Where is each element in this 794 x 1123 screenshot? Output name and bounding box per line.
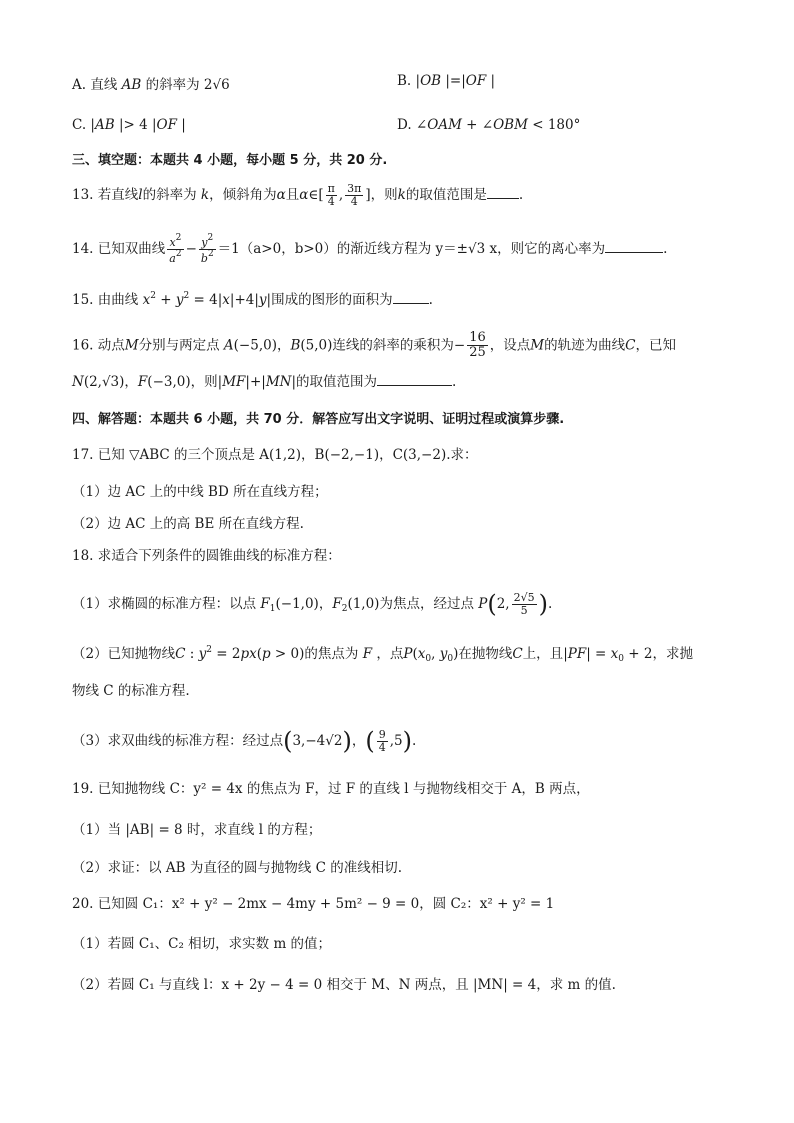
- question-14: 14. 已知双曲线 $\frac{x^2}{a^2}$ − $\frac{y^2}{b^2}$ ＝1（a>0，b>0）的渐近线方程为 y＝±√3 x，则它的离心率为 .: [72, 233, 668, 266]
- option-c: C. |AB |> 4 |OF |: [72, 117, 186, 133]
- question-20-stem: 20. 已知圆 C₁：x² + y² − 2mx − 4my + 5m² − 9 = 0，圆 C₂：x² + y² = 1: [72, 896, 555, 912]
- option-a: A. 直线 AB 的斜率为 2√6: [72, 77, 230, 93]
- question-20-part-2: （2）若圆 C₁ 与直线 l：x + 2y − 4 = 0 相交于 M、N 两点，且 |MN| = 4，求 m 的值.: [72, 977, 616, 993]
- section-fill-heading: 三、填空题：本题共 4 小题，每小题 5 分，共 20 分.: [72, 153, 388, 168]
- question-18-part-2: （2）已知抛物线C : $y^2 = 2px(p > 0)$的焦点为 F ，点$P(x_0$, $y_0$)在抛物线C上，且$|PF| = x_0 + 2$，求抛: [72, 645, 693, 664]
- option-b: B. |OB |=|OF |: [397, 73, 496, 89]
- question-17-part-2: （2）边 AC 上的高 BE 所在直线方程.: [72, 516, 304, 532]
- question-20-part-1: （1）若圆 C₁、C₂ 相切，求实数 m 的值；: [72, 936, 332, 952]
- question-15: 15. 由曲线 $x^2 + y^2 = 4|x|+4|y|$围成的图形的面积为 .: [72, 291, 433, 308]
- question-17-stem: 17. 已知 ▽ABC 的三个顶点是 A(1,2)，B(−2,−1)，C(3,−2).求：: [72, 447, 478, 463]
- question-18-part-2-cont: 物线 C 的标准方程.: [72, 683, 190, 699]
- question-16-line-1: 16. 动点M分别与两定点 A(−5,0)，B(5,0)连线的斜率的乘积为− $\frac{16}{25}$ ，设点M的轨迹为曲线C，已知: [72, 330, 676, 361]
- option-d: D. ∠OAM + ∠OBM < 180°: [397, 117, 581, 133]
- question-13: 13. 若直线l的斜率为 k，倾斜角为α且α∈[ $\frac{\pi}{4}$ , $\frac{3\pi}{4}$ ]，则k的取值范围是 .: [72, 182, 524, 209]
- question-19-part-1: （1）当 |AB| = 8 时，求直线 l 的方程；: [72, 822, 322, 838]
- question-19-stem: 19. 已知抛物线 C：y² = 4x 的焦点为 F，过 F 的直线 l 与抛物线相交于 A，B 两点，: [72, 781, 590, 797]
- section-solve-heading: 四、解答题：本题共 6 小题，共 70 分．解答应写出文字说明、证明过程或演算步骤.: [72, 412, 565, 427]
- question-19-part-2: （2）求证：以 AB 为直径的圆与抛物线 C 的准线相切.: [72, 860, 403, 876]
- question-18-part-1: （1）求椭圆的标准方程：以点 $F_1(-1,0)$，$F_2(1,0)$为焦点，经过点 P(2, $\frac{2√5}{5}$ ).: [72, 590, 553, 618]
- question-18-stem: 18. 求适合下列条件的圆锥曲线的标准方程：: [72, 548, 341, 564]
- question-17-part-1: （1）边 AC 上的中线 BD 所在直线方程；: [72, 484, 328, 500]
- question-18-part-3: （3）求双曲线的标准方程：经过点(3,−4√2)，( $\frac{9}{4}$ ,5).: [72, 727, 417, 755]
- question-16-line-2: N(2,√3)，F(−3,0)，则|MF|+|MN|的取值范围为 .: [72, 374, 457, 390]
